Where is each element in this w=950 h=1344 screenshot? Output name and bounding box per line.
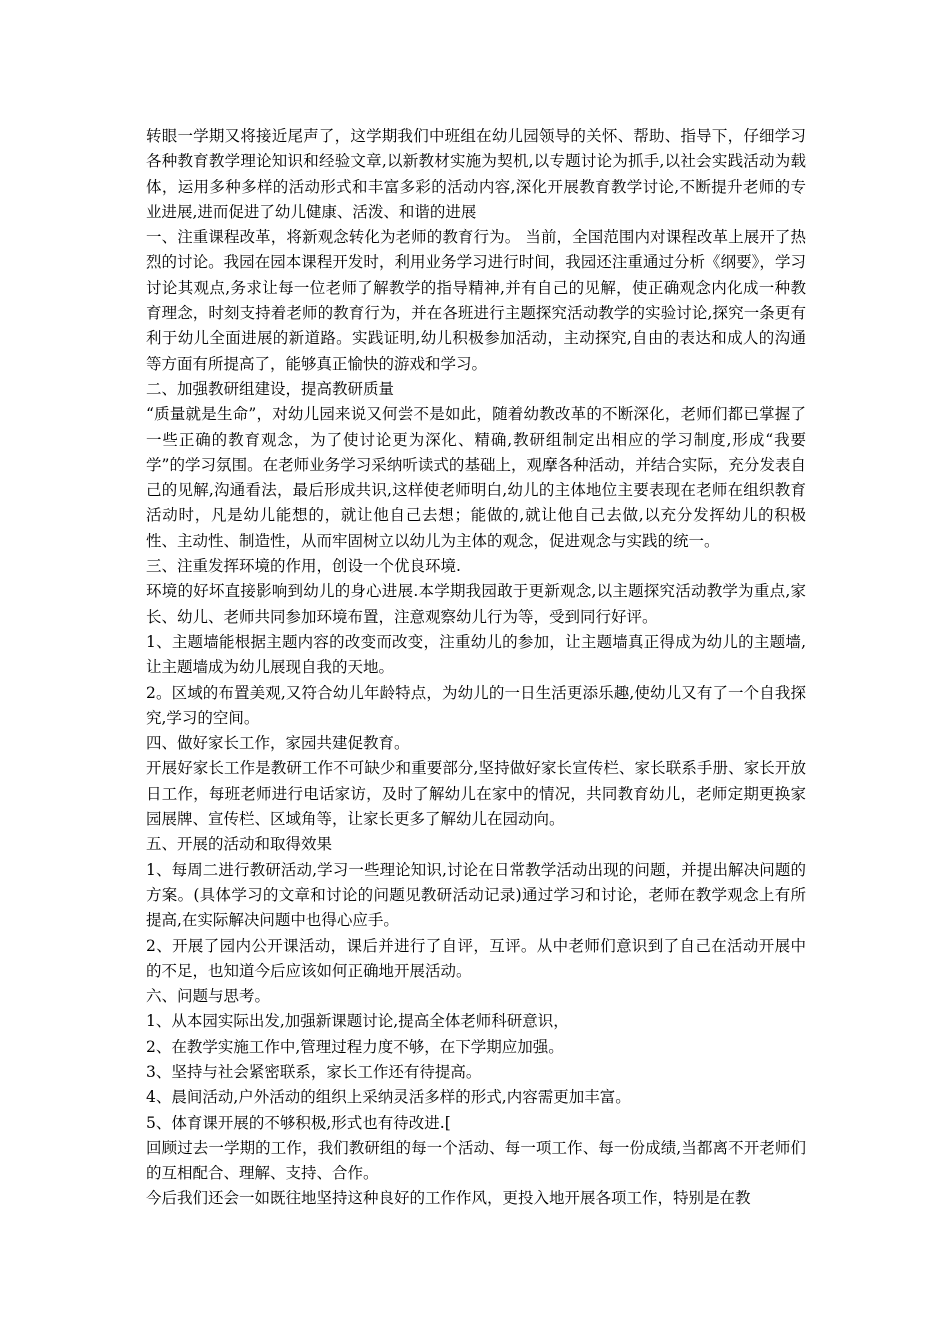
heading-section-4: 四、做好家长工作，家园共建促教育。 xyxy=(146,734,410,753)
paragraph-intro: 转眼一学期又将接近尾声了，这学期我们中班组在幼儿园领导的关怀、帮助、指导下，仔细学习各种教育教学理论知识和经验文章,以新教材实施为契机,以专题讨论为抓手,以社会实践活动为载体，运用多种多样的活动形式和丰富多彩的活动内容,深化开展教育教学讨论,不断提升老师的专业进展,进而促进了幼儿健康、活泼、和谐的进展 xyxy=(146,127,806,221)
paragraph-outlook: 今后我们还会一如既往地坚持这种良好的工作作风，更投入地开展各项工作，特别是在教 xyxy=(146,1189,751,1208)
paragraph-section-1: 一、注重课程改革，将新观念转化为老师的教育行为。 当前，全国范围内对课程改革上展开了热烈的讨论。我园在园本课程开发时，利用业务学习进行时间，我园还注重通过分析《纲要》，学习讨论其观点,务求让每一位老师了解教学的指导精神,并有自己的见解，使正确观念内化成一种教育理念，时刻支持着老师的教育行为，并在各班进行主题探究活动教学的实验讨论,探究一条更有利于幼儿全面进展的新道路。实践证明,幼儿积极参加活动，主动探究,自由的表达和成人的沟通等方面有所提高了，能够真正愉快的游戏和学习。 xyxy=(146,228,806,373)
list-item-problem-4: 4、晨间活动,户外活动的组织上采纳灵活多样的形式,内容需更加丰富。 xyxy=(146,1088,631,1107)
heading-section-3: 三、注重发挥环境的作用，创设一个优良环境. xyxy=(146,557,461,576)
paragraph-section-3: 环境的好坏直接影响到幼儿的身心进展.本学期我园敢于更新观念,以主题探究活动教学为重点,家长、幼儿、老师共同参加环境布置，注意观察幼儿行为等，受到同行好评。 xyxy=(146,582,806,626)
paragraph-section-5-item-2: 2、开展了园内公开课活动，课后并进行了自评，互评。从中老师们意识到了自己在活动开展中的不足，也知道今后应该如何正确地开展活动。 xyxy=(146,936,806,980)
document-body xyxy=(146,124,806,1212)
paragraph-section-2: “质量就是生命”，对幼儿园来说又何尝不是如此，随着幼教改革的不断深化，老师们都已掌握了一些正确的教育观念，为了使讨论更为深化、精确,教研组制定出相应的学习制度,形成“我要学”的学习氛围。在老师业务学习采纳听读式的基础上，观摩各种活动，并结合实际，充分发表自己的见解,沟通看法，最后形成共识,这样使老师明白,幼儿的主体地位主要表现在老师在组织教育活动时，凡是幼儿能想的，就让他自己去想；能做的,就让他自己去做,以充分发挥幼儿的积极性、主动性、制造性，从而牢固树立以幼儿为主体的观念，促进观念与实践的统一。 xyxy=(146,405,806,550)
heading-section-2: 二、加强教研组建设，提高教研质量 xyxy=(146,379,395,398)
list-item-problem-5: 5、体育课开展的不够积极,形式也有待改进.[ xyxy=(146,1113,451,1132)
list-item-problem-3: 3、坚持与社会紧密联系，家长工作还有待提高。 xyxy=(146,1062,482,1081)
heading-section-5: 五、开展的活动和取得效果 xyxy=(146,835,333,854)
list-item-problem-2: 2、在教学实施工作中,管理过程力度不够，在下学期应加强。 xyxy=(146,1037,564,1056)
heading-section-6: 六、问题与思考。 xyxy=(146,987,271,1006)
paragraph-section-3-item-2: 2。区域的布置美观,又符合幼儿年龄特点，为幼儿的一日生活更添乐趣,使幼儿又有了一个自我探究,学习的空间。 xyxy=(146,683,806,727)
list-item-problem-1: 1、从本园实际出发,加强新课题讨论,提高全体老师科研意识， xyxy=(146,1012,569,1031)
paragraph-section-4: 开展好家长工作是教研工作不可缺少和重要部分,坚持做好家长宣传栏、家长联系手册、家长开放日工作，每班老师进行电话家访，及时了解幼儿在家中的情况，共同教育幼儿，老师定期更换家园展牌、宣传栏、区域角等，让家长更多了解幼儿在园动向。 xyxy=(146,759,806,829)
paragraph-review: 回顾过去一学期的工作，我们教研组的每一个活动、每一项工作、每一份成绩,当都离不开老师们的互相配合、理解、支持、合作。 xyxy=(146,1138,806,1183)
paragraph-section-3-item-1: 1、主题墙能根据主题内容的改变而改变，注重幼儿的参加，让主题墙真正得成为幼儿的主题墙,让主题墙成为幼儿展现自我的天地。 xyxy=(146,632,806,677)
paragraph-section-5-item-1: 1、每周二进行教研活动,学习一些理论知识,讨论在日常教学活动出现的问题，并提出解决问题的方案。(具体学习的文章和讨论的问题见教研活动记录)通过学习和讨论，老师在教学观念上有所提高,在实际解决问题中也得心应手。 xyxy=(146,860,806,930)
